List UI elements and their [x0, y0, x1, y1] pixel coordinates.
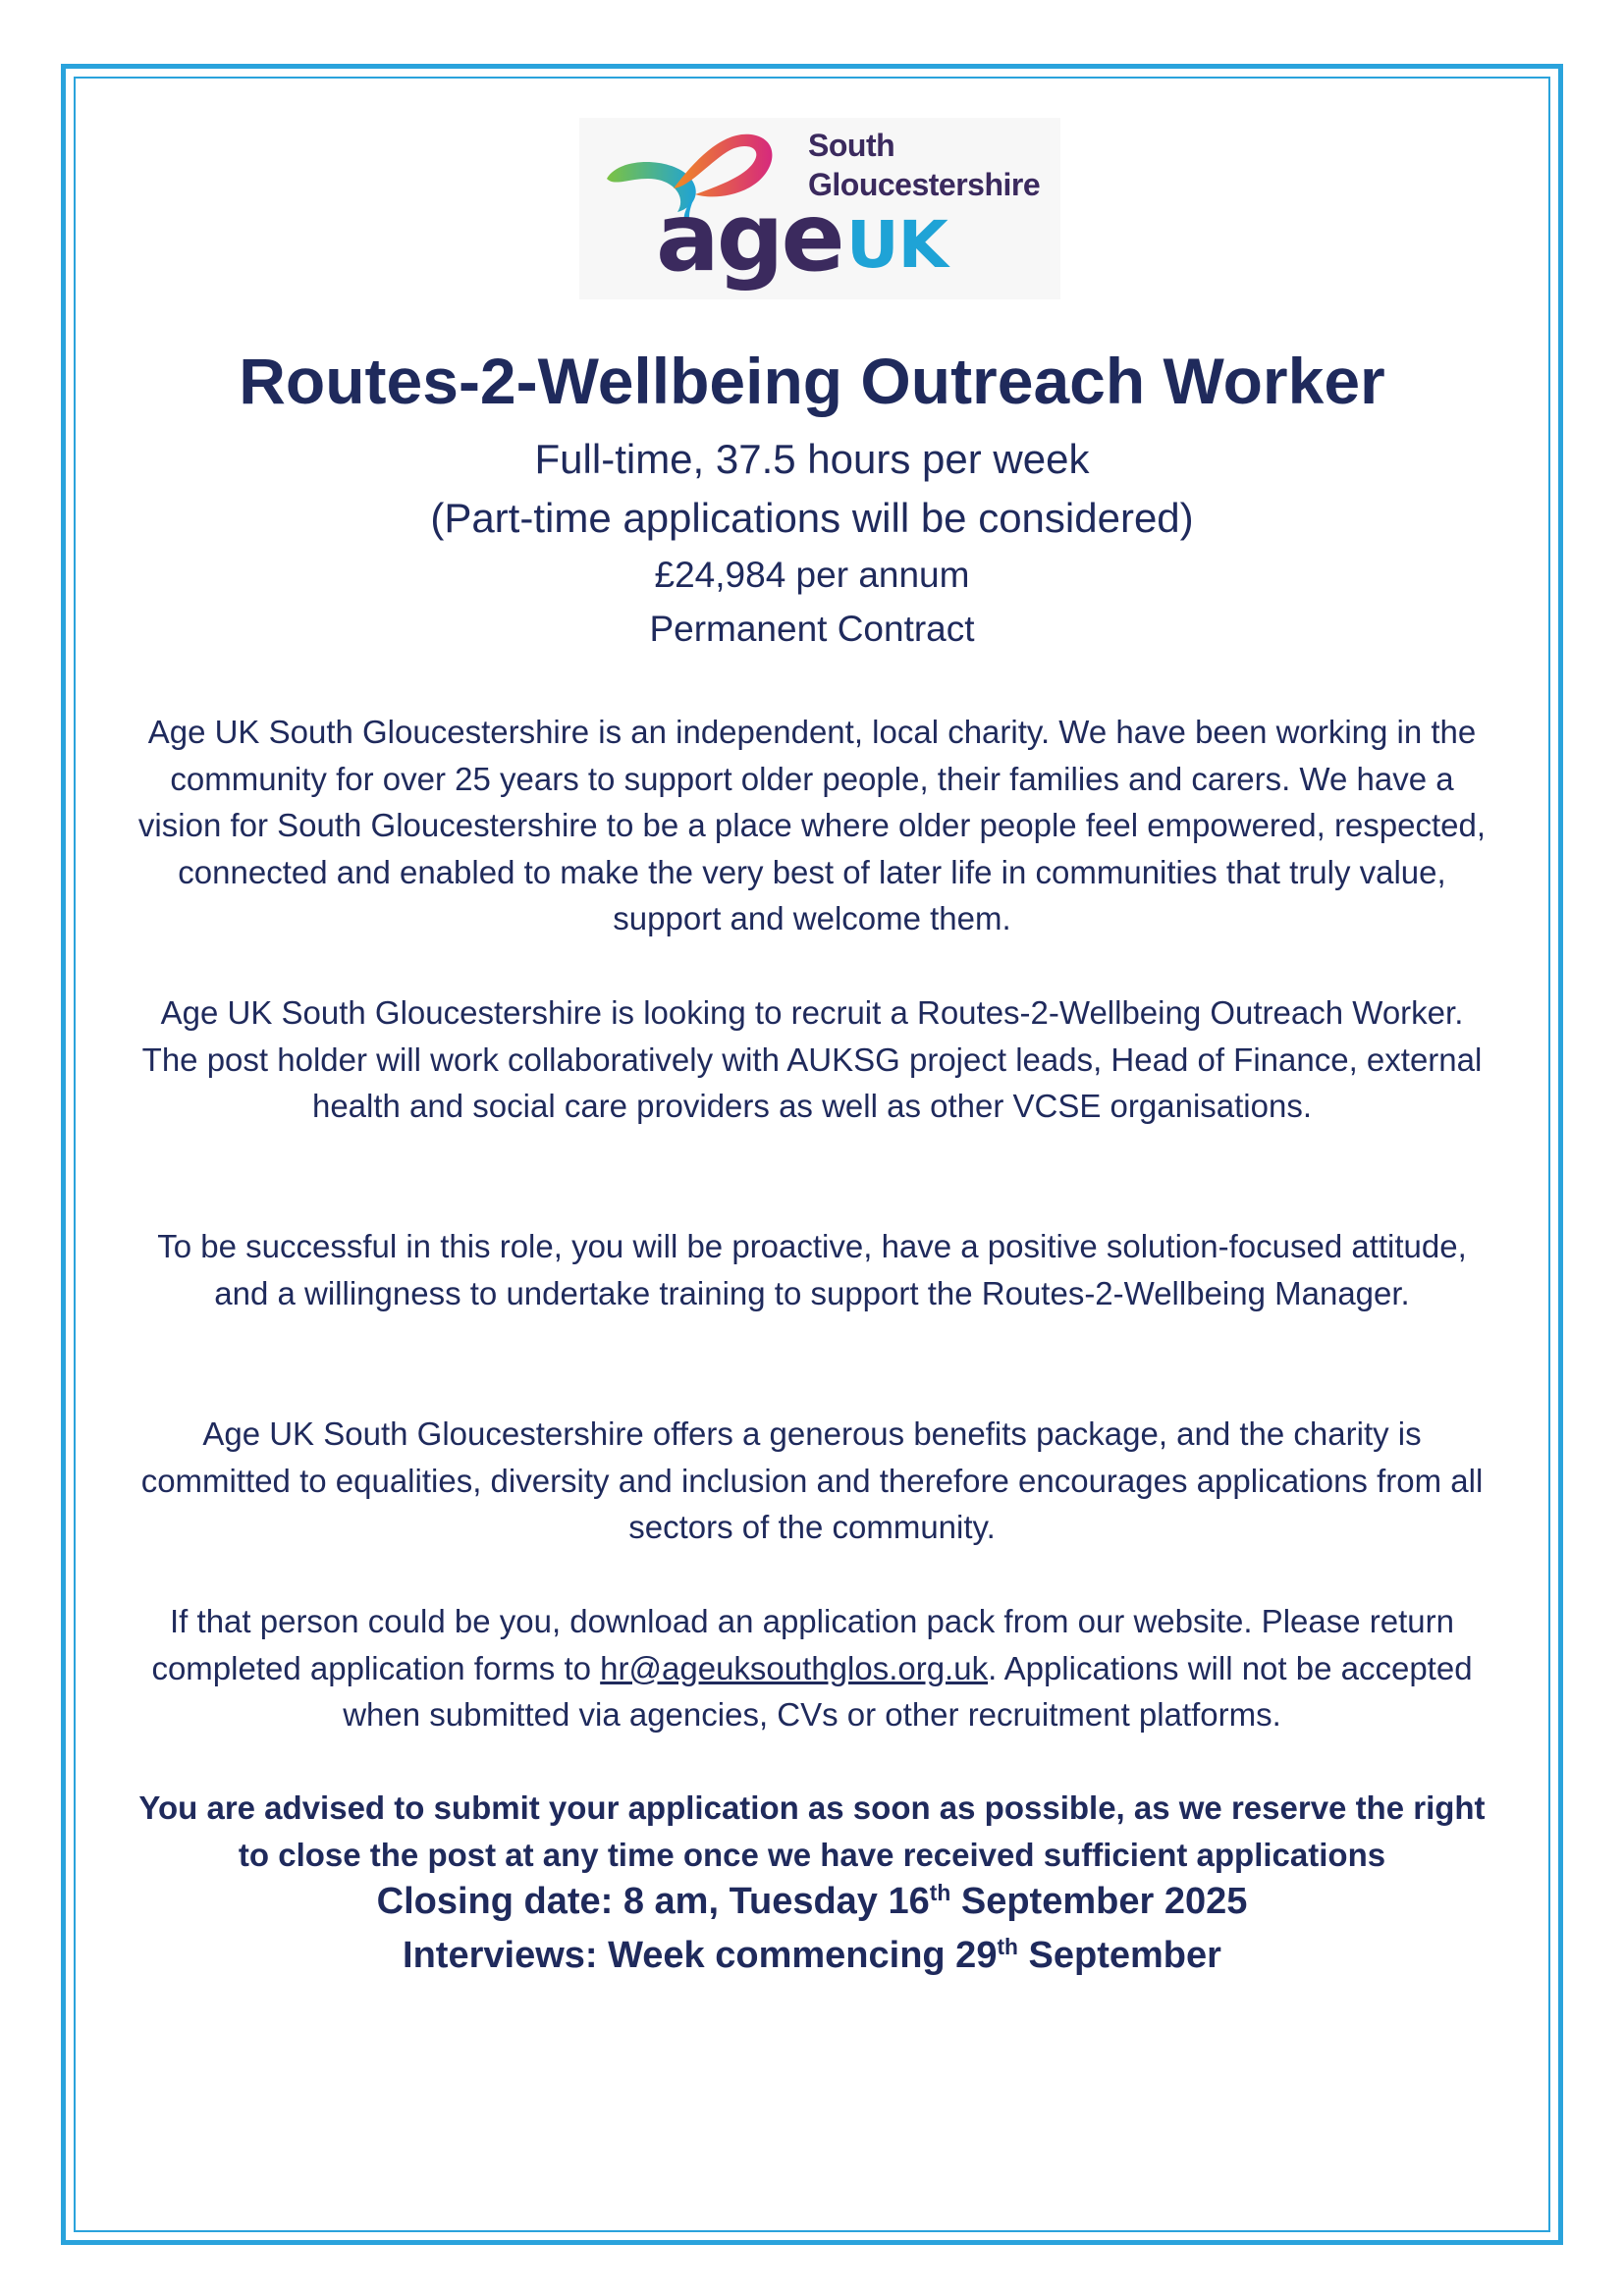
advice-paragraph: You are advised to submit your application as soon as possible, as we reserve the right to close the post at any time once we have received sufficient applications: [138, 1789, 1486, 1873]
apply-paragraph: [137, 1598, 1487, 1738]
apply-text-start: If that person could be you, download an application pack from our website. Please return completed application forms to: [151, 1603, 1454, 1686]
apply-text-end: . Applications will not be accepted when submitted via agencies, CVs or other recruitment platforms.: [343, 1649, 1473, 1733]
closing-date-prefix: Closing date: 8 am, Tuesday 16: [376, 1881, 930, 1922]
salary-line: £24,984 per annum: [654, 555, 970, 595]
closing-date: [79, 1875, 1545, 1928]
recruit-paragraph: Age UK South Gloucestershire is looking to recruit a Routes-2-Wellbeing Outreach Worker. The post holder will work collaboratively with AUKSG project leads, Head of Finance, external health and social care providers as well as other VCSE organisations.: [141, 994, 1483, 1124]
email-link[interactable]: hr@ageuksouthglos.org.uk: [600, 1649, 989, 1686]
requirements-paragraph: To be successful in this role, you will be proactive, have a positive solution-focused attitude, and a willingness to undertake training to support the Routes-2-Wellbeing Manager.: [157, 1228, 1467, 1311]
interview-date-prefix: Interviews: Week commencing 29: [403, 1935, 998, 1976]
contract-line: Permanent Contract: [649, 609, 975, 649]
logo-region-line-1: South: [808, 128, 895, 163]
interview-date-suffix-th: th: [997, 1934, 1018, 1960]
age-uk-logo: [579, 118, 1060, 299]
intro-paragraph: Age UK South Gloucestershire is an independent, local charity. We have been working in the community for over 25 years to support older people, their families and carers. We have a vision for South Gloucestershire to be a place where older people feel empowered, respected, connected and enabled to make the very best of later life in communities that truly value, support and welcome them.: [137, 714, 1487, 936]
interview-date-month: September: [1017, 1935, 1221, 1976]
benefits-paragraph: Age UK South Gloucestershire offers a generous benefits package, and the charity is committed to equalities, diversity and inclusion and therefore encourages applications from all sectors of the community.: [140, 1415, 1484, 1545]
closing-date-suffix-th: th: [929, 1880, 951, 1906]
closing-date-month-year: September 2025: [950, 1881, 1248, 1922]
interview-date: [79, 1929, 1545, 1982]
hours-line: Full-time, 37.5 hours per week: [534, 436, 1090, 482]
logo-uk-text: UK: [846, 207, 947, 283]
logo-age-text: age: [656, 183, 842, 293]
part-time-line: (Part-time applications will be considered): [430, 495, 1194, 541]
logo-region-line-2: Gloucestershire: [808, 167, 1041, 202]
job-title: Routes-2-Wellbeing Outreach Worker: [239, 345, 1385, 417]
logo-region-text: [808, 126, 1040, 204]
